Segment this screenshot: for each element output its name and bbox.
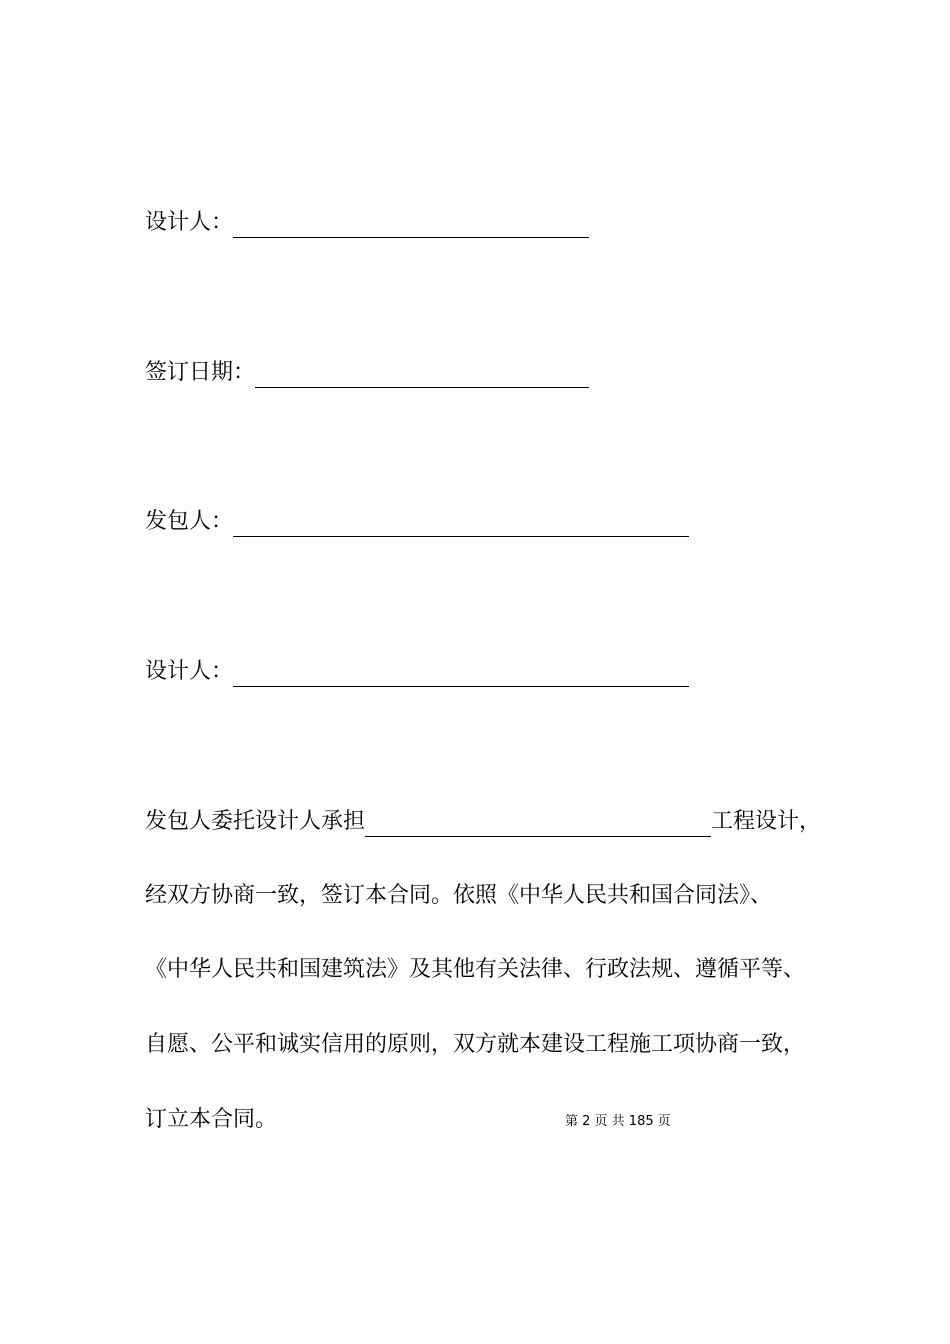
- sign-date-label: 签订日期：: [145, 360, 256, 385]
- paragraph-line-3: 《中华人民共和国建筑法》及其他有关法律、行政法规、遵循平等、: [145, 957, 806, 982]
- designer-label: 设计人：: [145, 210, 234, 235]
- paragraph-line-1: [145, 807, 821, 837]
- project-name-blank: [365, 812, 711, 837]
- paragraph-line-5: 订立本合同。: [145, 1107, 278, 1132]
- client-label: 发包人：: [145, 509, 234, 534]
- designer-blank: [233, 213, 589, 238]
- client-blank: [233, 512, 689, 537]
- sign-date-blank: [255, 363, 589, 388]
- page-indicator: 第 2 页 共 185 页: [565, 1114, 671, 1129]
- paragraph-line-4: 自愿、公平和诚实信用的原则，双方就本建设工程施工项协商一致，: [145, 1032, 806, 1057]
- sign-date-field: [145, 358, 589, 388]
- paragraph-line-1-suffix: 工程设计，: [711, 809, 822, 834]
- designer-field: [145, 208, 589, 238]
- paragraph-line-2: 经双方协商一致，签订本合同。依照《中华人民共和国合同法》、: [145, 883, 773, 908]
- designer-label-2: 设计人：: [145, 659, 234, 684]
- client-field: [145, 507, 689, 537]
- paragraph-line-1-prefix: 发包人委托设计人承担: [145, 809, 366, 834]
- designer-blank-2: [233, 662, 689, 687]
- designer-field-2: [145, 657, 689, 687]
